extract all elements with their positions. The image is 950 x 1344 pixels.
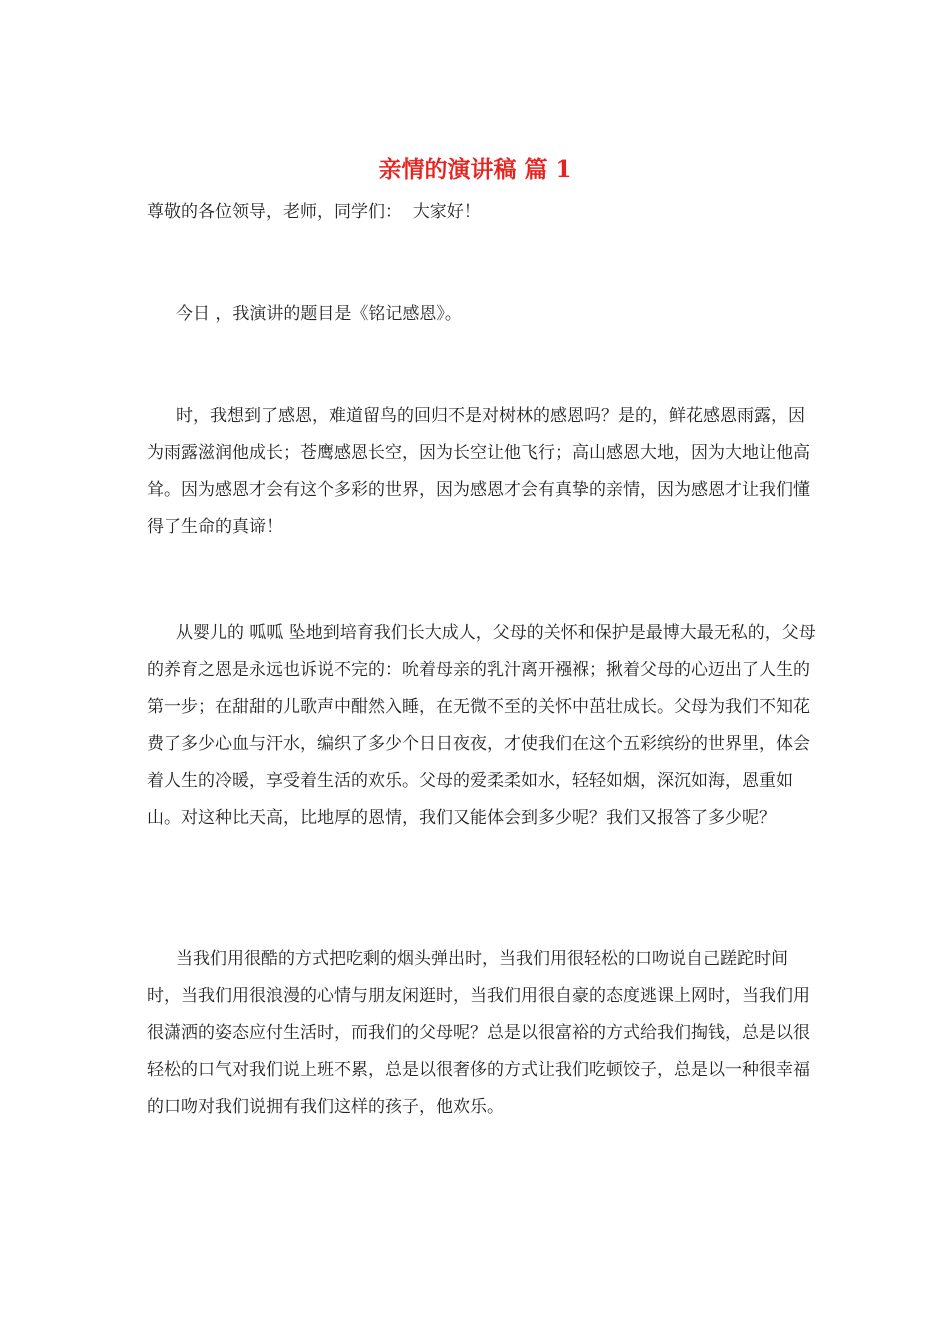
paragraph-4: 当我们用很酷的方式把吃剩的烟头弹出时，当我们用很轻松的口吻说自己蹉跎时间时，当我们用很浪漫的心情与朋友闲逛时，当我们用很自豪的态度逃课上网时，当我们用很潇洒的姿态应付生活时，而我们的父母呢？总是以很富裕的方式给我们掏钱，总是以很轻松的口气对我们说上班不累，总是以很奢侈的方式让我们吃顿饺子，总是以一种很幸福的口吻对我们说拥有我们这样的孩子，他欢乐。 — [147, 949, 810, 1117]
paragraph-2: 时，我想到了感恩，难道留鸟的回归不是对树林的感恩吗？是的，鲜花感恩雨露，因为雨露滋润他成长；苍鹰感恩长空，因为长空让他飞行；高山感恩大地，因为大地让他高耸。因为感恩才会有这个多彩的世界，因为感恩才会有真挚的亲情，因为感恩才让我们懂得了生命的真谛！ — [147, 406, 810, 537]
paragraph-3: 从婴儿的 呱呱 坠地到培育我们长大成人，父母的关怀和保护是最博大最无私的，父母的养育之恩是永远也诉说不完的：吮着母亲的乳汁离开襁褓；揪着父母的心迈出了人生的第一步；在甜甜的儿歌声中酣然入睡，在无微不至的关怀中茁壮成长。父母为我们不知花费了多少心血与汗水，编织了多少个日日夜夜，才使我们在这个五彩缤纷的世界里，体会着人生的冷暖，享受着生活的欢乐。父母的爱柔柔如水，轻轻如烟，深沉如海，恩重如山。对这种比天高，比地厚的恩情，我们又能体会到多少呢？我们又报答了多少呢？ — [147, 623, 816, 828]
greeting-line: 尊敬的各位领导，老师，同学们： 大家好！ — [147, 202, 481, 222]
paragraph-1: 今日 ，我演讲的题目是《铭记感恩》。 — [176, 304, 462, 324]
document-title: 亲情的演讲稿 篇 1 — [378, 156, 572, 183]
